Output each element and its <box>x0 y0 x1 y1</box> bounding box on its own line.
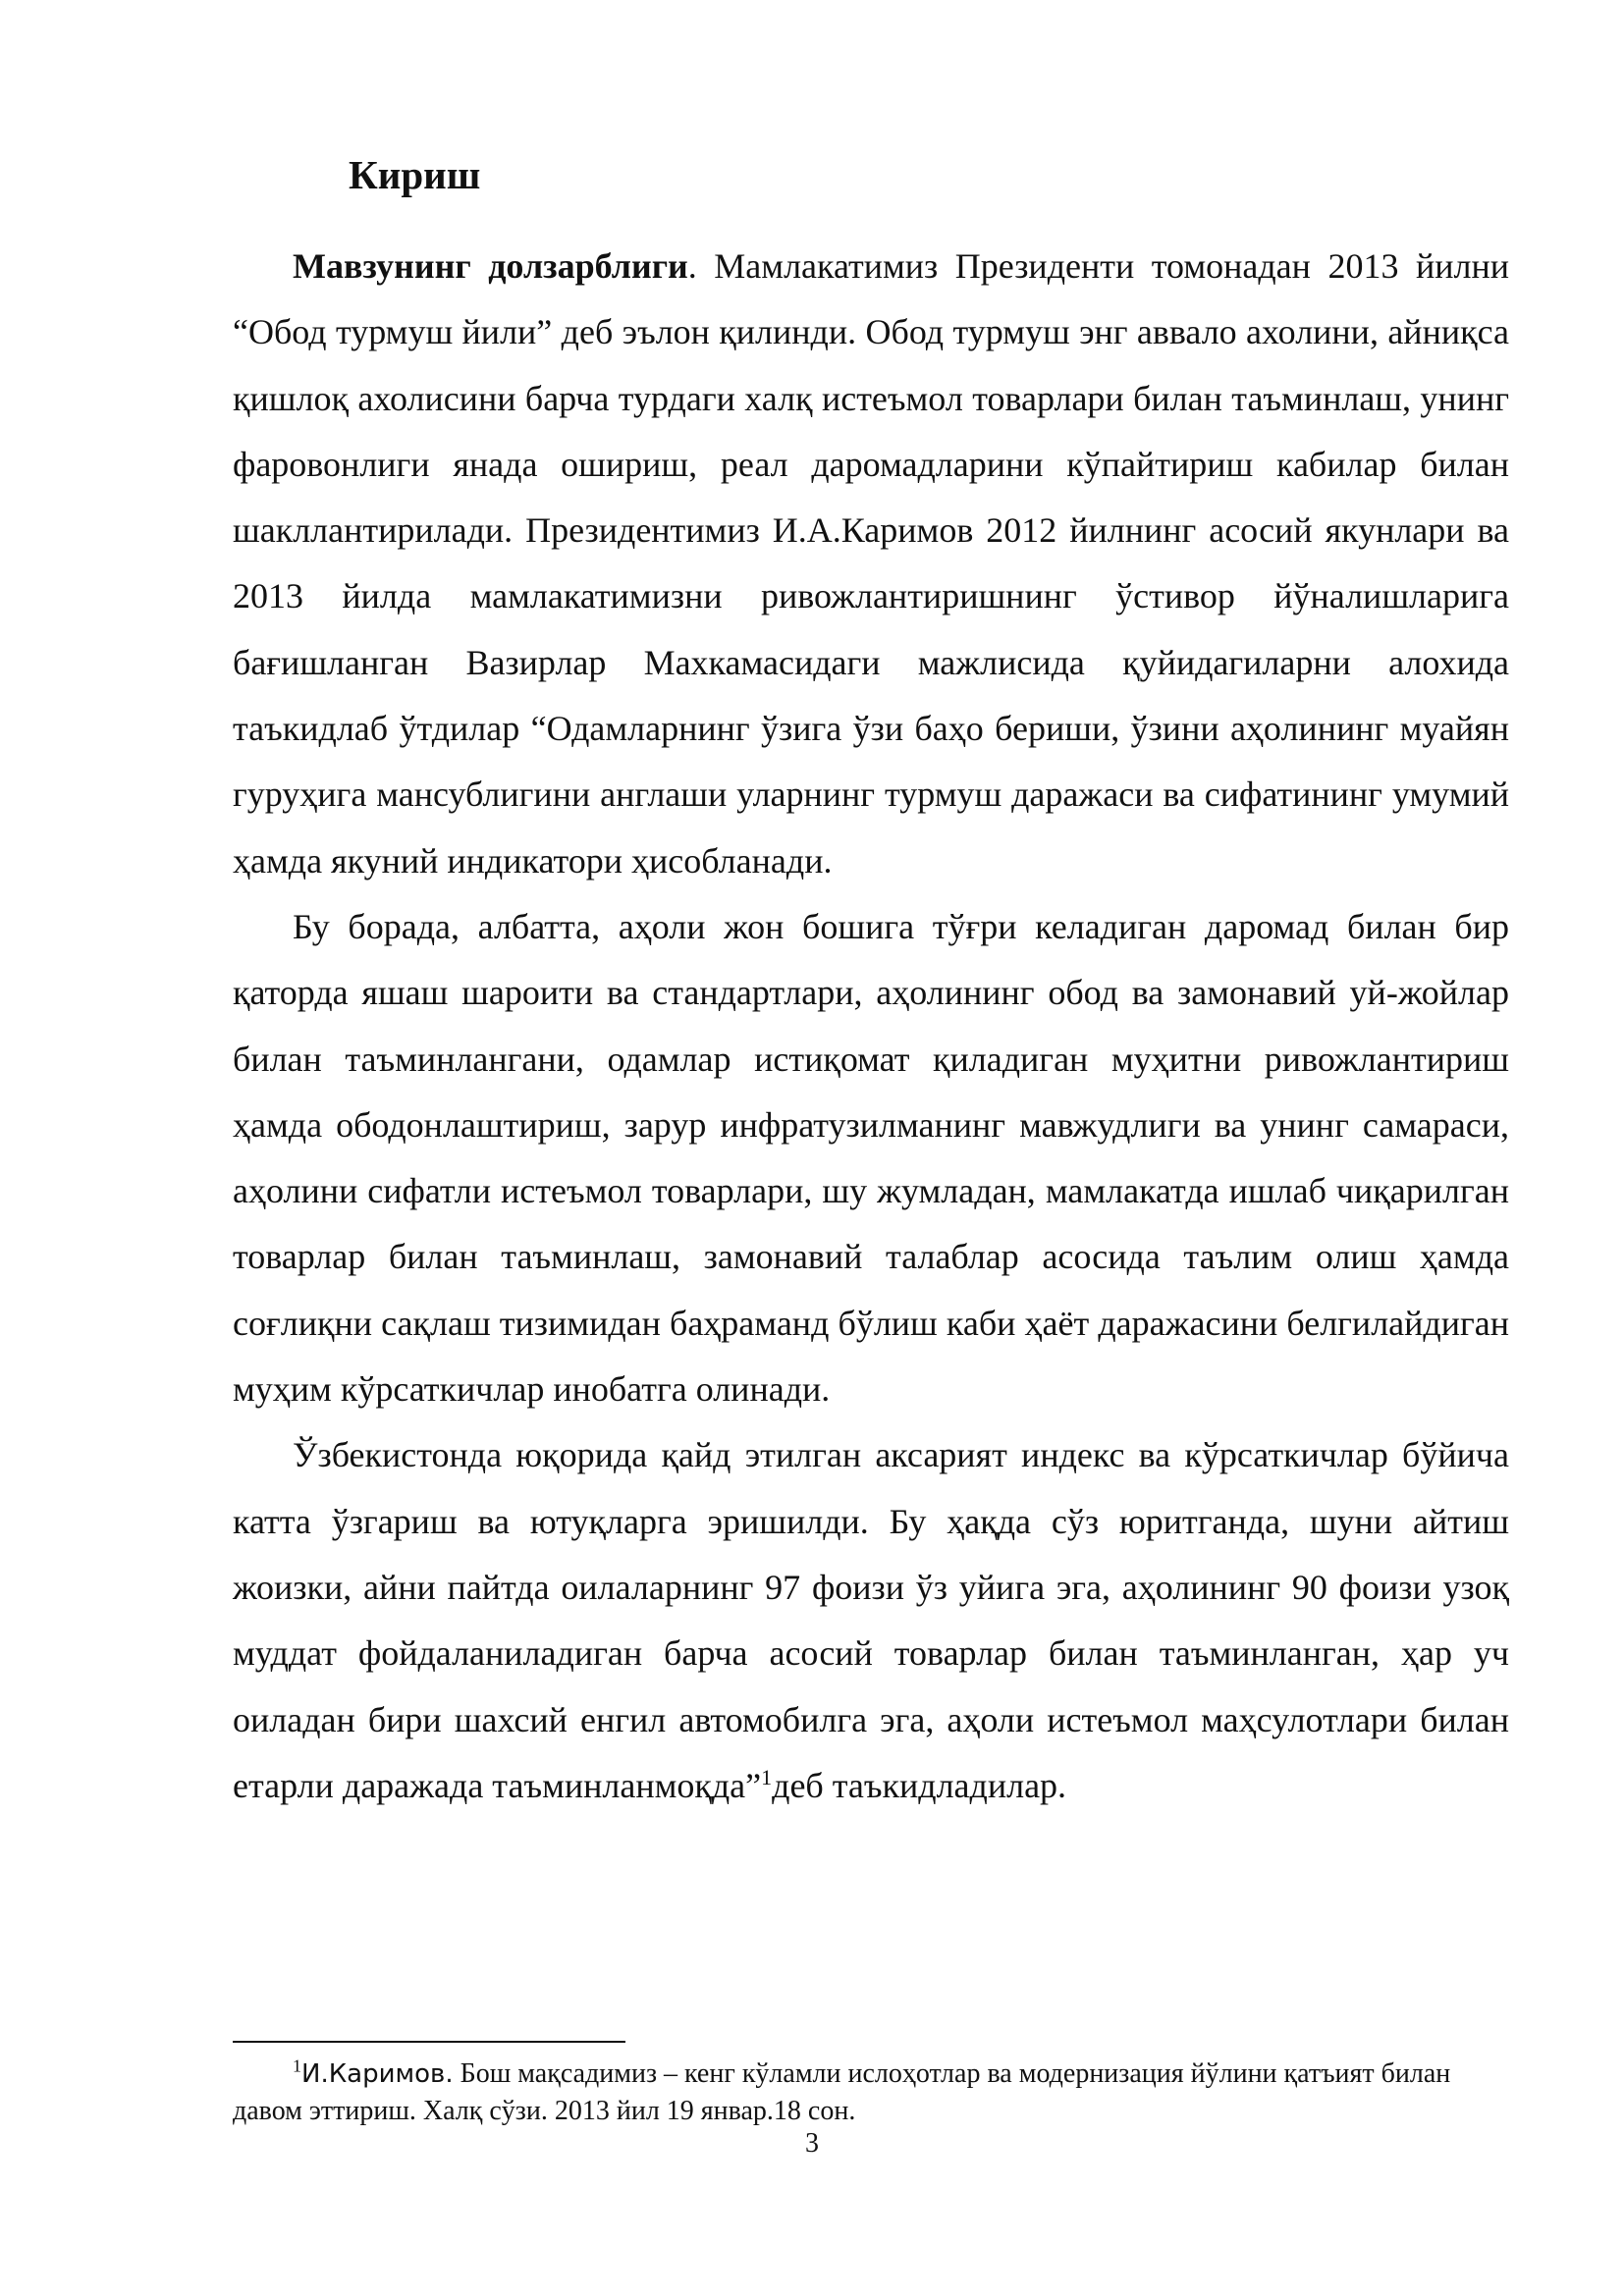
footnote-text: Бош мақсадимиз – кенг кўламли ислоҳотлар ва модернизация йўлини қатъият билан давом эттириш. Халқ сўзи. 2013 йил 19 январ.18 сон. <box>233 2058 1451 2126</box>
footnote-number: 1 <box>293 2056 301 2076</box>
paragraph-text-end: деб таъкидладилар. <box>772 1765 1067 1805</box>
footnote-reference[interactable]: 1 <box>761 1764 773 1789</box>
paragraph-text: . Мамлакатимиз Президенти томонадан 2013 йилни “Обод турмуш йили” деб эълон қилинди. Обод турмуш энг аввало ахолини, айниқса қишлоқ ахолисини барча турдаги халқ истеъмол товарлари билан таъминлаш, унинг фаровонлиги янада ошириш, реал даромадларини кўпайтириш кабилар билан шакллантирилади. Президентимиз И.А.Каримов 2012 йилнинг асосий якунлари ва 2013 йилда мамлакатимизни ривожлантиришнинг ўстивор йўналишларига бағишланган Вазирлар Махкамасидаги мажлисида қуйидагиларни алохида таъкидлаб ўтдилар “Одамларнинг ўзига ўзи баҳо бериши, ўзини аҳолининг муайян гуруҳига мансублигини англаши уларнинг турмуш даражаси ва сифатининг умумий ҳамда якуний индикатори ҳисобланади. <box>233 246 1509 881</box>
page-number: 3 <box>805 2128 819 2159</box>
footnote-author: И.Каримов. <box>301 2059 454 2089</box>
body-text <box>233 234 1509 1819</box>
paragraph-relevance <box>233 234 1509 894</box>
section-heading: Кириш <box>349 152 481 197</box>
paragraph-lead: Мавзунинг долзарблиги <box>293 246 688 286</box>
paragraph-living-standards <box>233 894 1509 1422</box>
paragraph-text: Бу борада, албатта, аҳоли жон бошига тўғри келадиган даромад билан бир қаторда яшаш шароити ва стандартлари, аҳолининг обод ва замонавий уй-жойлар билан таъминлангани, одамлар истиқомат қиладиган муҳитни ривожлантириш ҳамда ободонлаштириш, зарур инфратузилманинг мавжудлиги ва унинг самараси, аҳолини сифатли истеъмол товарлари, шу жумладан, мамлакатда ишлаб чиқарилган товарлар билан таъминлаш, замонавий талаблар асосида таълим олиш ҳамда соғлиқни сақлаш тизимидан баҳраманд бўлиш каби ҳаёт даражасини белгилайдиган муҳим кўрсаткичлар инобатга олинади. <box>233 906 1509 1410</box>
paragraph-text: Ўзбекистонда юқорида қайд этилган аксарият индекс ва кўрсаткичлар бўйича катта ўзгариш ва ютуқларга эришилди. Бу ҳақда сўз юритганда, шуни айтиш жоизки, айни пайтда оилаларнинг 97 фоизи ўз уйига эга, аҳолининг 90 фоизи узоқ муддат фойдаланиладиган барча асосий товарлар билан таъминланган, ҳар уч оиладан бири шахсий енгил автомобилга эга, аҳоли истеъмол маҳсулотлари билан етарли даражада таъминланмоқда” <box>233 1435 1509 1805</box>
footnote <box>233 2056 1509 2130</box>
footnote-divider <box>233 2041 625 2043</box>
paragraph-uzbekistan-achievements <box>233 1422 1509 1819</box>
